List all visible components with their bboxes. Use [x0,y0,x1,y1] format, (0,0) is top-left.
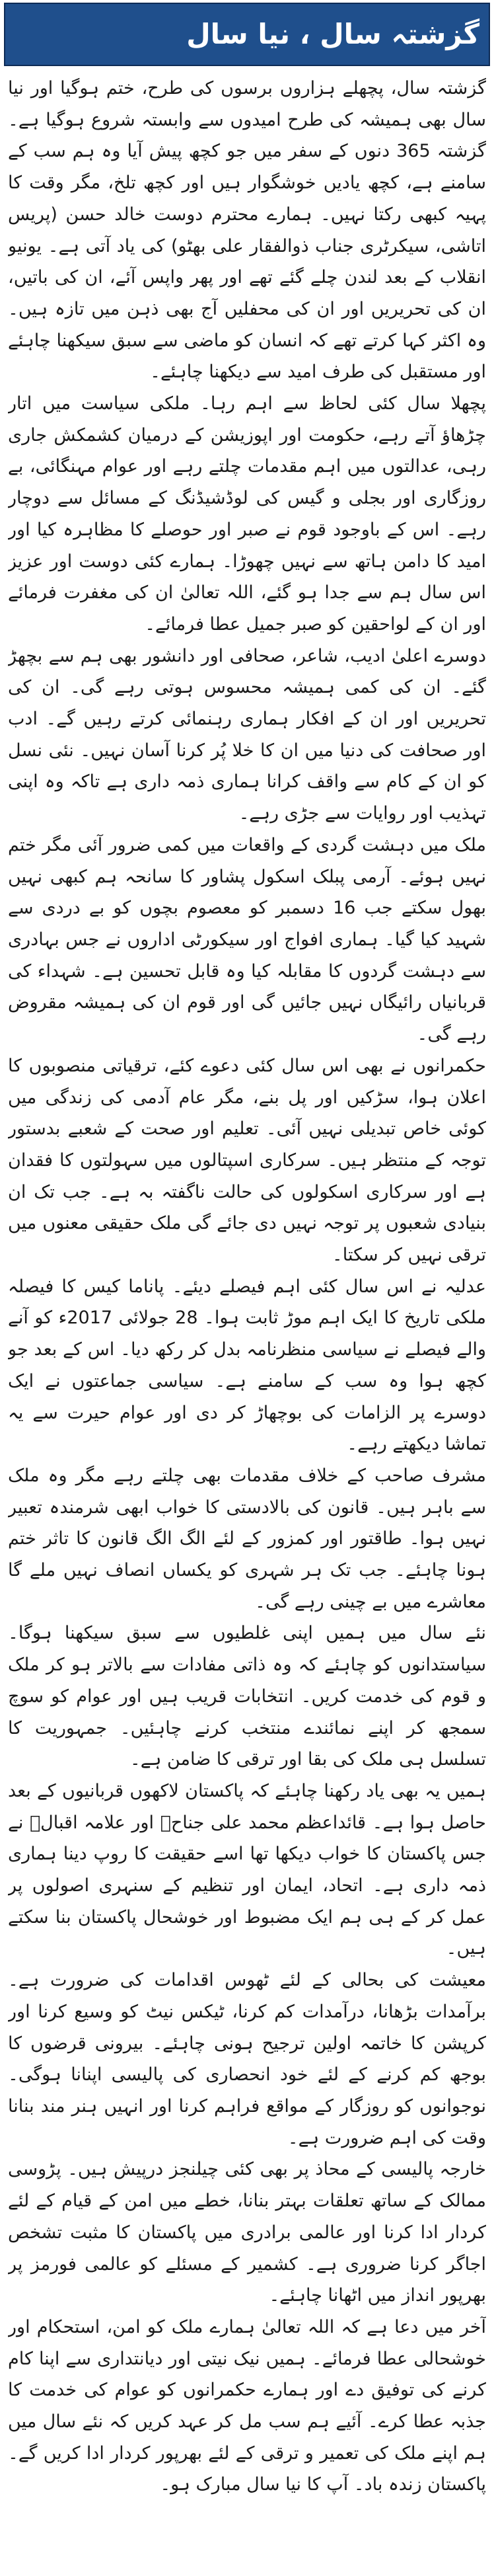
article-paragraph: ہمیں یہ بھی یاد رکھنا چاہئے کہ پاکستان لاکھوں قربانیوں کے بعد حاصل ہوا ہے۔ قائداعظم محمد علی جناحؒ اور علامہ اقبالؒ نے جس پاکستان کا خواب دیکھا تھا اسے حقیقت کا روپ دینا ہماری ذمہ داری ہے۔ اتحاد، ایمان اور تنظیم کے سنہری اصولوں پر عمل کر کے ہی ہم ایک مضبوط اور خوشحال پاکستان بنا سکتے ہیں۔ [8,1780,486,1959]
article-paragraph: نئے سال میں ہمیں اپنی غلطیوں سے سبق سیکھنا ہوگا۔ سیاستدانوں کو چاہئے کہ وہ ذاتی مفادات سے بالاتر ہو کر ملک و قوم کی خدمت کریں۔ انتخابات قریب ہیں اور عوام کو سوچ سمجھ کر اپنے نمائندے منتخب کرنے چاہئیں۔ جمہوریت کا تسلسل ہی ملک کی بقا اور ترقی کا ضامن ہے۔ [8,1623,486,1770]
article-title: گزشتہ سال ، نیا سال [186,18,479,50]
article-paragraph: آخر میں دعا ہے کہ اللہ تعالیٰ ہمارے ملک کو امن، استحکام اور خوشحالی عطا فرمائے۔ ہمیں نیک نیتی اور دیانتداری سے اپنا کام کرنے کی توفیق دے اور ہمارے حکمرانوں کو عوام کی خدمت کا جذبہ عطا کرے۔ آئیے ہم سب مل کر عہد کریں کہ نئے سال میں ہم اپنے ملک کی تعمیر و ترقی کے لئے بھرپور کردار ادا کریں گے۔ پاکستان زندہ باد۔ آپ کا نیا سال مبارک ہو۔ [8,2316,486,2495]
title-banner [4,3,490,66]
article-paragraph: مشرف صاحب کے خلاف مقدمات بھی چلتے رہے مگر وہ ملک سے باہر ہیں۔ قانون کی بالادستی کا خواب ابھی شرمندہ تعبیر نہیں ہوا۔ طاقتور اور کمزور کے لئے الگ الگ قانون کا تاثر ختم ہونا چاہئے۔ جب تک ہر شہری کو یکساں انصاف نہیں ملے گا معاشرے میں بے چینی رہے گی۔ [8,1465,486,1612]
article-paragraph: معیشت کی بحالی کے لئے ٹھوس اقدامات کی ضرورت ہے۔ برآمدات بڑھانا، درآمدات کم کرنا، ٹیکس نیٹ کو وسیع کرنا اور کرپشن کا خاتمہ اولین ترجیح ہونی چاہئے۔ بیرونی قرضوں کا بوجھ کم کرنے کے لئے خود انحصاری کی پالیسی اپنانا ہوگی۔ نوجوانوں کو روزگار کے مواقع فراہم کرنا اور انہیں ہنر مند بنانا وقت کی اہم ضرورت ہے۔ [8,1970,486,2148]
article-paragraph: دوسرے اعلیٰ ادیب، شاعر، صحافی اور دانشور بھی ہم سے بچھڑ گئے۔ ان کی کمی ہمیشہ محسوس ہوتی رہے گی۔ ان کی تحریریں اور ان کے افکار ہماری رہنمائی کرتے رہیں گے۔ ادب اور صحافت کی دنیا میں ان کا خلا پُر کرنا آسان نہیں۔ نئی نسل کو ان کے کام سے واقف کرانا ہماری ذمہ داری ہے تاکہ وہ اپنی تہذیب اور روایات سے جڑی رہے۔ [8,645,486,824]
article-paragraph: ملک میں دہشت گردی کے واقعات میں کمی ضرور آئی مگر ختم نہیں ہوئے۔ آرمی پبلک اسکول پشاور کا سانحہ ہم کبھی نہیں بھول سکتے جب 16 دسمبر کو معصوم بچوں کو بے دردی سے شہید کیا گیا۔ ہماری افواج اور سیکورٹی اداروں نے جس بہادری سے دہشت گردوں کا مقابلہ کیا وہ قابل تحسین ہے۔ شہداء کی قربانیاں رائیگاں نہیں جائیں گی اور قوم ان کی ہمیشہ مقروض رہے گی۔ [8,834,486,1045]
article-body [8,73,486,2571]
article-paragraph: حکمرانوں نے بھی اس سال کئی دعوے کئے، ترقیاتی منصوبوں کا اعلان ہوا، سڑکیں اور پل بنے، مگر عام آدمی کی زندگی میں کوئی خاص تبدیلی نہیں آئی۔ تعلیم اور صحت کے شعبے بدستور توجہ کے منتظر ہیں۔ سرکاری اسپتالوں میں سہولتوں کا فقدان ہے اور سرکاری اسکولوں کی حالت ناگفتہ بہ ہے۔ جب تک ان بنیادی شعبوں پر توجہ نہیں دی جائے گی ملک حقیقی معنوں میں ترقی نہیں کر سکتا۔ [8,1055,486,1266]
article-paragraph: عدلیہ نے اس سال کئی اہم فیصلے دیئے۔ پاناما کیس کا فیصلہ ملکی تاریخ کا ایک اہم موڑ ثابت ہوا۔ 28 جولائی 2017ء کو آنے والے فیصلے نے سیاسی منظرنامہ بدل کر رکھ دیا۔ اس کے بعد جو کچھ ہوا وہ سب کے سامنے ہے۔ سیاسی جماعتوں نے ایک دوسرے پر الزامات کی بوچھاڑ کر دی اور عوام حیرت سے یہ تماشا دیکھتے رہے۔ [8,1276,486,1455]
article-paragraph: خارجہ پالیسی کے محاذ پر بھی کئی چیلنجز درپیش ہیں۔ پڑوسی ممالک کے ساتھ تعلقات بہتر بنانا، خطے میں امن کے قیام کے لئے کردار ادا کرنا اور عالمی برادری میں پاکستان کا مثبت تشخص اجاگر کرنا ضروری ہے۔ کشمیر کے مسئلے کو عالمی فورمز پر بھرپور انداز میں اٹھانا چاہئے۔ [8,2159,486,2306]
article-paragraph: پچھلا سال کئی لحاظ سے اہم رہا۔ ملکی سیاست میں اتار چڑھاؤ آتے رہے، حکومت اور اپوزیشن کے درمیان کشمکش جاری رہی، عدالتوں میں اہم مقدمات چلتے رہے اور عوام مہنگائی، بے روزگاری اور بجلی و گیس کی لوڈشیڈنگ کے مسائل سے دوچار رہے۔ اس کے باوجود قوم نے صبر اور حوصلے کا مظاہرہ کیا اور امید کا دامن ہاتھ سے نہیں چھوڑا۔ ہمارے کئی دوست اور عزیز اس سال ہم سے جدا ہو گئے، اللہ تعالیٰ ان کی مغفرت فرمائے اور ان کے لواحقین کو صبر جمیل عطا فرمائے۔ [8,393,486,635]
article-paragraph: گزشتہ سال، پچھلے ہزاروں برسوں کی طرح، ختم ہوگیا اور نیا سال بھی ہمیشہ کی طرح امیدوں سے وابستہ شروع ہوگیا ہے۔ گزشتہ 365 دنوں کے سفر میں جو کچھ پیش آیا وہ ہم سب کے سامنے ہے، کچھ یادیں خوشگوار ہیں اور کچھ تلخ، مگر وقت کا پہیہ کبھی رکتا نہیں۔ ہمارے محترم دوست خالد حسن (پریس اتاشی، سیکرٹری جناب ذوالفقار علی بھٹو) کی یاد آتی ہے۔ یونیو انقلاب کے بعد لندن چلے گئے تھے اور پھر واپس آئے، ان کی باتیں، ان کی تحریریں اور ان کی محفلیں آج بھی ذہن میں تازہ ہیں۔ وہ اکثر کہا کرتے تھے کہ انسان کو ماضی سے سبق سیکھنا چاہئے اور مستقبل کی طرف امید سے دیکھنا چاہئے۔ [8,78,486,383]
